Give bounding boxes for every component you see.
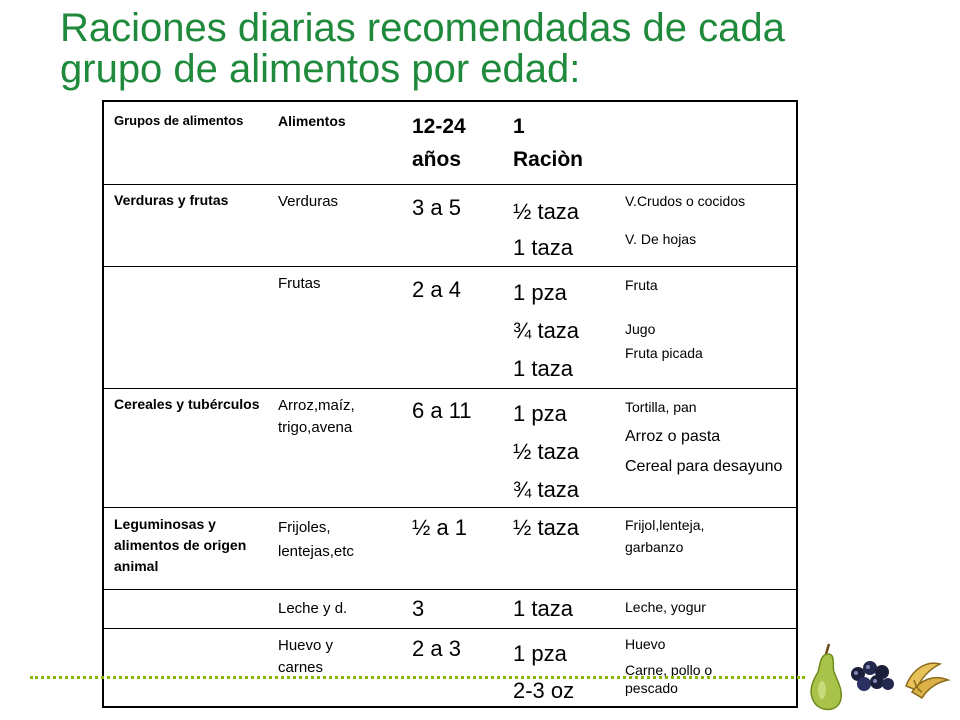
ejemplo-item: Cereal para desayuno — [625, 458, 783, 475]
ejemplo-item: Frijol,lenteja, garbanzo — [625, 517, 705, 555]
table-row — [104, 185, 796, 266]
table-row — [104, 590, 796, 628]
rations-table — [102, 100, 798, 708]
ejemplo-item: Jugo — [625, 321, 656, 337]
cell-porciones — [513, 194, 617, 266]
fruit-illustration — [802, 640, 952, 720]
cell-ejemplos — [625, 635, 765, 697]
banana-icon — [906, 663, 948, 698]
blackberries-icon — [851, 661, 894, 691]
pear-icon — [811, 644, 841, 710]
cell-raciones: ½ a 1 — [412, 515, 468, 540]
header-grupos: Grupos de alimentos — [114, 113, 244, 128]
cell-ejemplos — [625, 514, 755, 558]
table-row — [104, 389, 796, 507]
cell-porciones — [513, 595, 617, 623]
cell-porciones — [513, 635, 617, 709]
table-row — [104, 629, 796, 706]
porcion-item: ¾ taza — [513, 318, 580, 343]
porcion-item: 1 pza — [513, 401, 567, 426]
header-edad — [412, 110, 508, 176]
cell-alimento: Arroz,maíz, trigo,avena — [278, 397, 355, 436]
cell-ejemplos — [625, 273, 795, 365]
decorative-dotted-line — [30, 676, 805, 679]
header-racion — [513, 110, 617, 176]
porcion-item: ½ taza — [513, 199, 580, 224]
ejemplo-item: Leche, yogur — [625, 599, 706, 615]
header-edad-range: 12-24 — [412, 115, 466, 138]
porcion-item: 1 taza — [513, 235, 573, 260]
porcion-item: ½ taza — [513, 439, 580, 464]
porcion-item: 2-3 oz — [513, 678, 575, 703]
ejemplo-item: V. De hojas — [625, 231, 697, 247]
cell-porciones — [513, 514, 617, 542]
table-row — [104, 508, 796, 589]
cell-alimento: Frutas — [278, 275, 321, 292]
porcion-item: 1 pza — [513, 280, 567, 305]
cell-porciones — [513, 395, 617, 509]
cell-porciones — [513, 274, 617, 388]
cell-raciones: 2 a 3 — [412, 636, 461, 661]
ejemplo-item: Fruta — [625, 277, 658, 293]
header-racion-label: Raciòn — [513, 148, 584, 171]
porcion-item: 1 pza — [513, 641, 567, 666]
cell-alimento: Leche y d. — [278, 600, 348, 617]
ejemplo-item: Fruta picada — [625, 345, 703, 361]
cell-ejemplos — [625, 597, 795, 617]
cell-ejemplos — [625, 191, 795, 249]
porcion-item: 1 taza — [513, 356, 573, 381]
header-racion-number: 1 — [513, 115, 525, 138]
cell-grupo: Leguminosas y alimentos de origen animal — [114, 516, 247, 574]
ejemplo-item: V.Crudos o cocidos — [625, 193, 746, 209]
cell-raciones: 2 a 4 — [412, 277, 461, 302]
table-header-row — [104, 102, 796, 184]
cell-raciones: 6 a 11 — [412, 398, 472, 423]
cell-ejemplos — [625, 395, 795, 479]
cell-grupo: Verduras y frutas — [114, 192, 229, 208]
cell-alimento: Frijoles, lentejas,etc — [278, 519, 354, 560]
cell-raciones: 3 — [412, 596, 425, 621]
cell-grupo: Cereales y tubérculos — [114, 396, 260, 412]
porcion-item: 1 taza — [513, 596, 573, 621]
porcion-item: ½ taza — [513, 515, 580, 540]
ejemplo-item: Arroz o pasta — [625, 428, 721, 445]
porcion-item: ¾ taza — [513, 477, 580, 502]
cell-alimento: Huevo y carnes — [278, 637, 334, 676]
ejemplo-item: Carne, pollo o pescado — [625, 662, 713, 696]
header-edad-unit: años — [412, 148, 462, 171]
slide-title: Raciones diarias recomendadas de cada grupo de alimentos por edad: — [60, 6, 785, 91]
ejemplo-item: Huevo — [625, 636, 666, 652]
cell-raciones: 3 a 5 — [412, 195, 461, 220]
table-row — [104, 267, 796, 388]
cell-alimento: Verduras — [278, 193, 339, 210]
header-alimentos: Alimentos — [278, 113, 346, 129]
ejemplo-item: Tortilla, pan — [625, 399, 697, 415]
